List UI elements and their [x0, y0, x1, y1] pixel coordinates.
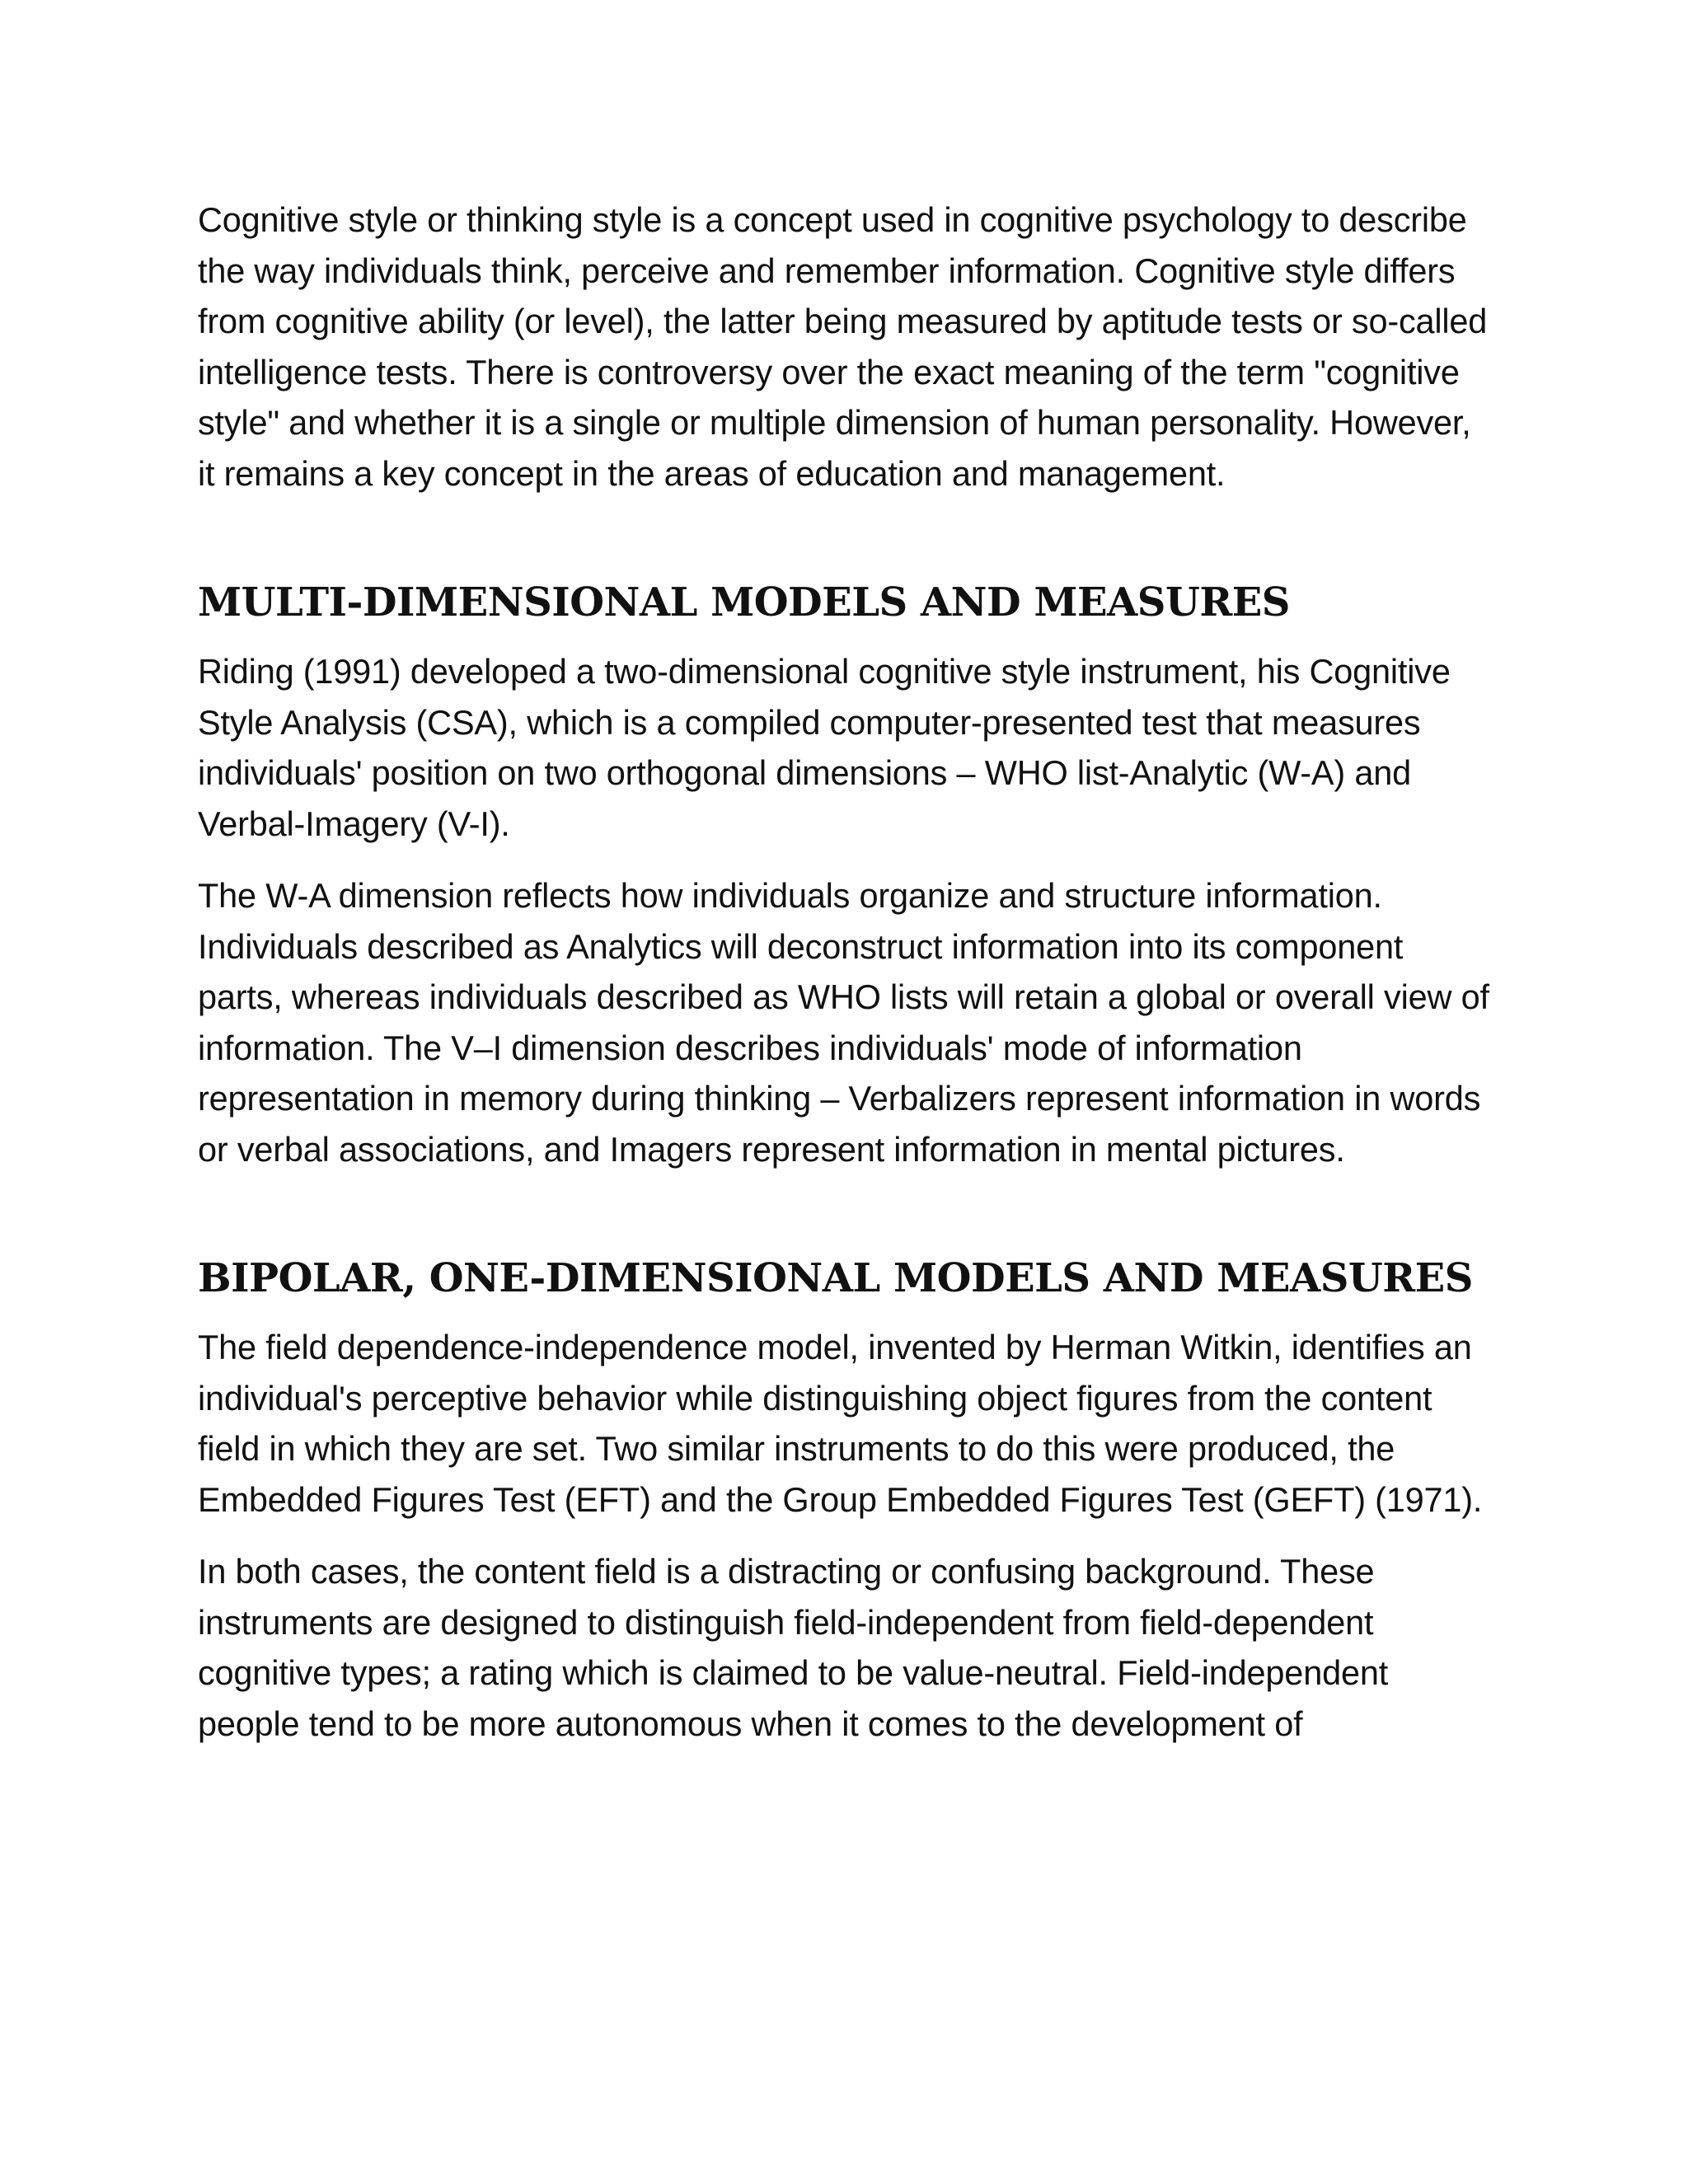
section-heading-multi-dimensional: MULTI-DIMENSIONAL MODELS AND MEASURES	[198, 579, 1290, 626]
section-heading-bipolar: BIPOLAR, ONE-DIMENSIONAL MODELS AND MEASURES	[198, 1255, 1473, 1301]
document-body	[198, 194, 1496, 1749]
intro-paragraph: Cognitive style or thinking style is a concept used in cognitive psychology to describe the way individuals think, perceive and remember information. Cognitive style differs from cognitive ability (or level), the latter being measured by aptitude tests or so-called intelligence tests. There is controversy over the exact meaning of the term "cognitive style" and whether it is a single or multiple dimension of human personality. However, it remains a key concept in the areas of education and management.	[198, 200, 1488, 493]
paragraph-both-cases: In both cases, the content field is a distracting or confusing background. These instruments are designed to distinguish field-independent from field-dependent cognitive types; a rating which is claimed to be value-neutral. Field-independent people tend to be more autonomous when it comes to the development of	[198, 1552, 1389, 1743]
paragraph-field-dependence: The field dependence-independence model, invented by Herman Witkin, identifies an individual's perceptive behavior while distinguishing object figures from the content field in which they are set. Two similar instruments to do this were produced, the Embedded Figures Test (EFT) and the Group Embedded Figures Test (GEFT) (1971).	[198, 1328, 1483, 1519]
paragraph-riding-csa: Riding (1991) developed a two-dimensional cognitive style instrument, his Cognitive Style Analysis (CSA), which is a compiled computer-presented test that measures individuals' position on two orthogonal dimensions – WHO list-Analytic (W-A) and Verbal-Imagery (V-I).	[198, 652, 1451, 843]
paragraph-wa-dimension: The W-A dimension reflects how individuals organize and structure information. Individuals described as Analytics will deconstruct information into its component parts, whereas individuals described as WHO lists will retain a global or overall view of information. The V–I dimension describes individuals' mode of information representation in memory during thinking – Verbalizers represent information in words or verbal associations, and Imagers represent information in mental pictures.	[198, 876, 1489, 1169]
